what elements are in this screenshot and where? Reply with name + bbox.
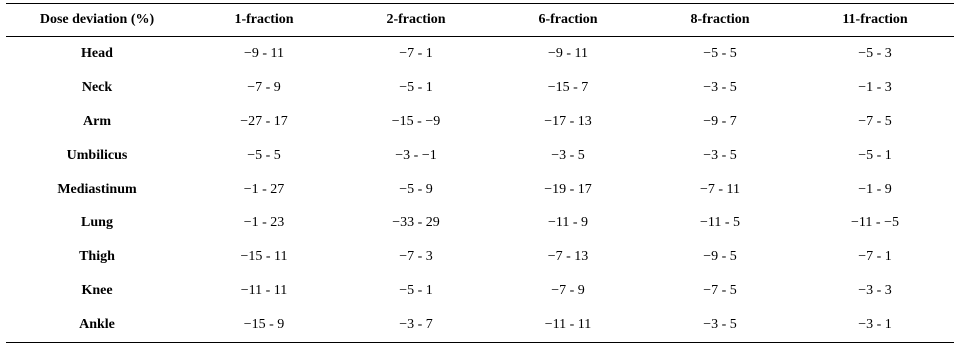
- header-row: [6, 4, 954, 37]
- cell-value: −7 - 1: [399, 45, 433, 61]
- cell-value: −7 - 5: [703, 283, 737, 299]
- cell-value: −7 - 3: [399, 249, 433, 265]
- cell-value: −7 - 11: [699, 181, 741, 197]
- row-label: Thigh: [79, 249, 115, 265]
- cell-value: −5 - 1: [399, 79, 433, 95]
- row-label: Head: [81, 45, 113, 61]
- table-row-thigh: [6, 240, 954, 274]
- dose-deviation-table-container: [6, 3, 954, 343]
- table-row-mediastinum: [6, 173, 954, 207]
- row-label: Lung: [81, 215, 113, 231]
- cell-value: −3 - 1: [858, 317, 892, 333]
- row-label: Umbilicus: [66, 147, 128, 163]
- cell-value: −9 - 11: [243, 45, 285, 61]
- cell-value: −3 - 3: [858, 283, 892, 299]
- cell-value: −11 - 9: [547, 215, 589, 231]
- cell-value: −1 - 9: [858, 181, 892, 197]
- cell-value: −5 - 1: [858, 147, 892, 163]
- table-row-umbilicus: [6, 139, 954, 173]
- cell-value: −1 - 23: [243, 215, 285, 231]
- cell-value: −33 - 29: [392, 215, 440, 231]
- row-label: Mediastinum: [57, 181, 137, 197]
- header-1-fraction: 1-fraction: [234, 12, 294, 27]
- header-dose-deviation: Dose deviation (%): [39, 12, 155, 27]
- row-label: Neck: [81, 79, 113, 95]
- cell-value: −19 - 17: [544, 181, 592, 197]
- cell-value: −3 - −1: [395, 147, 437, 163]
- dose-deviation-table: [6, 3, 954, 343]
- cell-value: −15 - 7: [547, 79, 589, 95]
- cell-value: −3 - 5: [551, 147, 585, 163]
- cell-value: −15 - 11: [240, 249, 288, 265]
- table-body: [6, 37, 954, 343]
- cell-value: −3 - 7: [399, 317, 433, 333]
- cell-value: −1 - 27: [243, 181, 285, 197]
- row-label: Knee: [81, 283, 113, 299]
- cell-value: −5 - 1: [399, 283, 433, 299]
- table-row-knee: [6, 274, 954, 308]
- row-label: Arm: [83, 113, 111, 129]
- table-row-arm: [6, 105, 954, 139]
- row-label: Ankle: [79, 317, 115, 333]
- cell-value: −3 - 5: [703, 317, 737, 333]
- cell-value: −11 - 11: [240, 283, 288, 299]
- cell-value: −11 - 5: [699, 215, 741, 231]
- cell-value: −11 - 11: [544, 317, 592, 333]
- cell-value: −3 - 5: [703, 79, 737, 95]
- cell-value: −5 - 9: [399, 181, 433, 197]
- cell-value: −7 - 13: [547, 249, 589, 265]
- cell-value: −7 - 5: [858, 113, 892, 129]
- header-6-fraction: 6-fraction: [538, 12, 598, 27]
- cell-value: −27 - 17: [240, 113, 288, 129]
- cell-value: −5 - 5: [703, 45, 737, 61]
- header-8-fraction: 8-fraction: [690, 12, 750, 27]
- header-2-fraction: 2-fraction: [386, 12, 446, 27]
- header-11-fraction: 11-fraction: [842, 12, 908, 27]
- cell-value: −9 - 5: [703, 249, 737, 265]
- cell-value: −15 - −9: [391, 113, 441, 129]
- table-row-neck: [6, 71, 954, 105]
- cell-value: −3 - 5: [703, 147, 737, 163]
- cell-value: −9 - 11: [547, 45, 589, 61]
- cell-value: −7 - 1: [858, 249, 892, 265]
- cell-value: −5 - 3: [858, 45, 892, 61]
- table-row-ankle: [6, 308, 954, 342]
- cell-value: −15 - 9: [243, 317, 285, 333]
- table-row-lung: [6, 206, 954, 240]
- cell-value: −7 - 9: [247, 79, 281, 95]
- cell-value: −7 - 9: [551, 283, 585, 299]
- cell-value: −5 - 5: [247, 147, 281, 163]
- cell-value: −1 - 3: [858, 79, 892, 95]
- table-header: [6, 4, 954, 37]
- table-row-head: [6, 37, 954, 71]
- cell-value: −9 - 7: [703, 113, 737, 129]
- cell-value: −17 - 13: [544, 113, 592, 129]
- cell-value: −11 - −5: [851, 215, 899, 231]
